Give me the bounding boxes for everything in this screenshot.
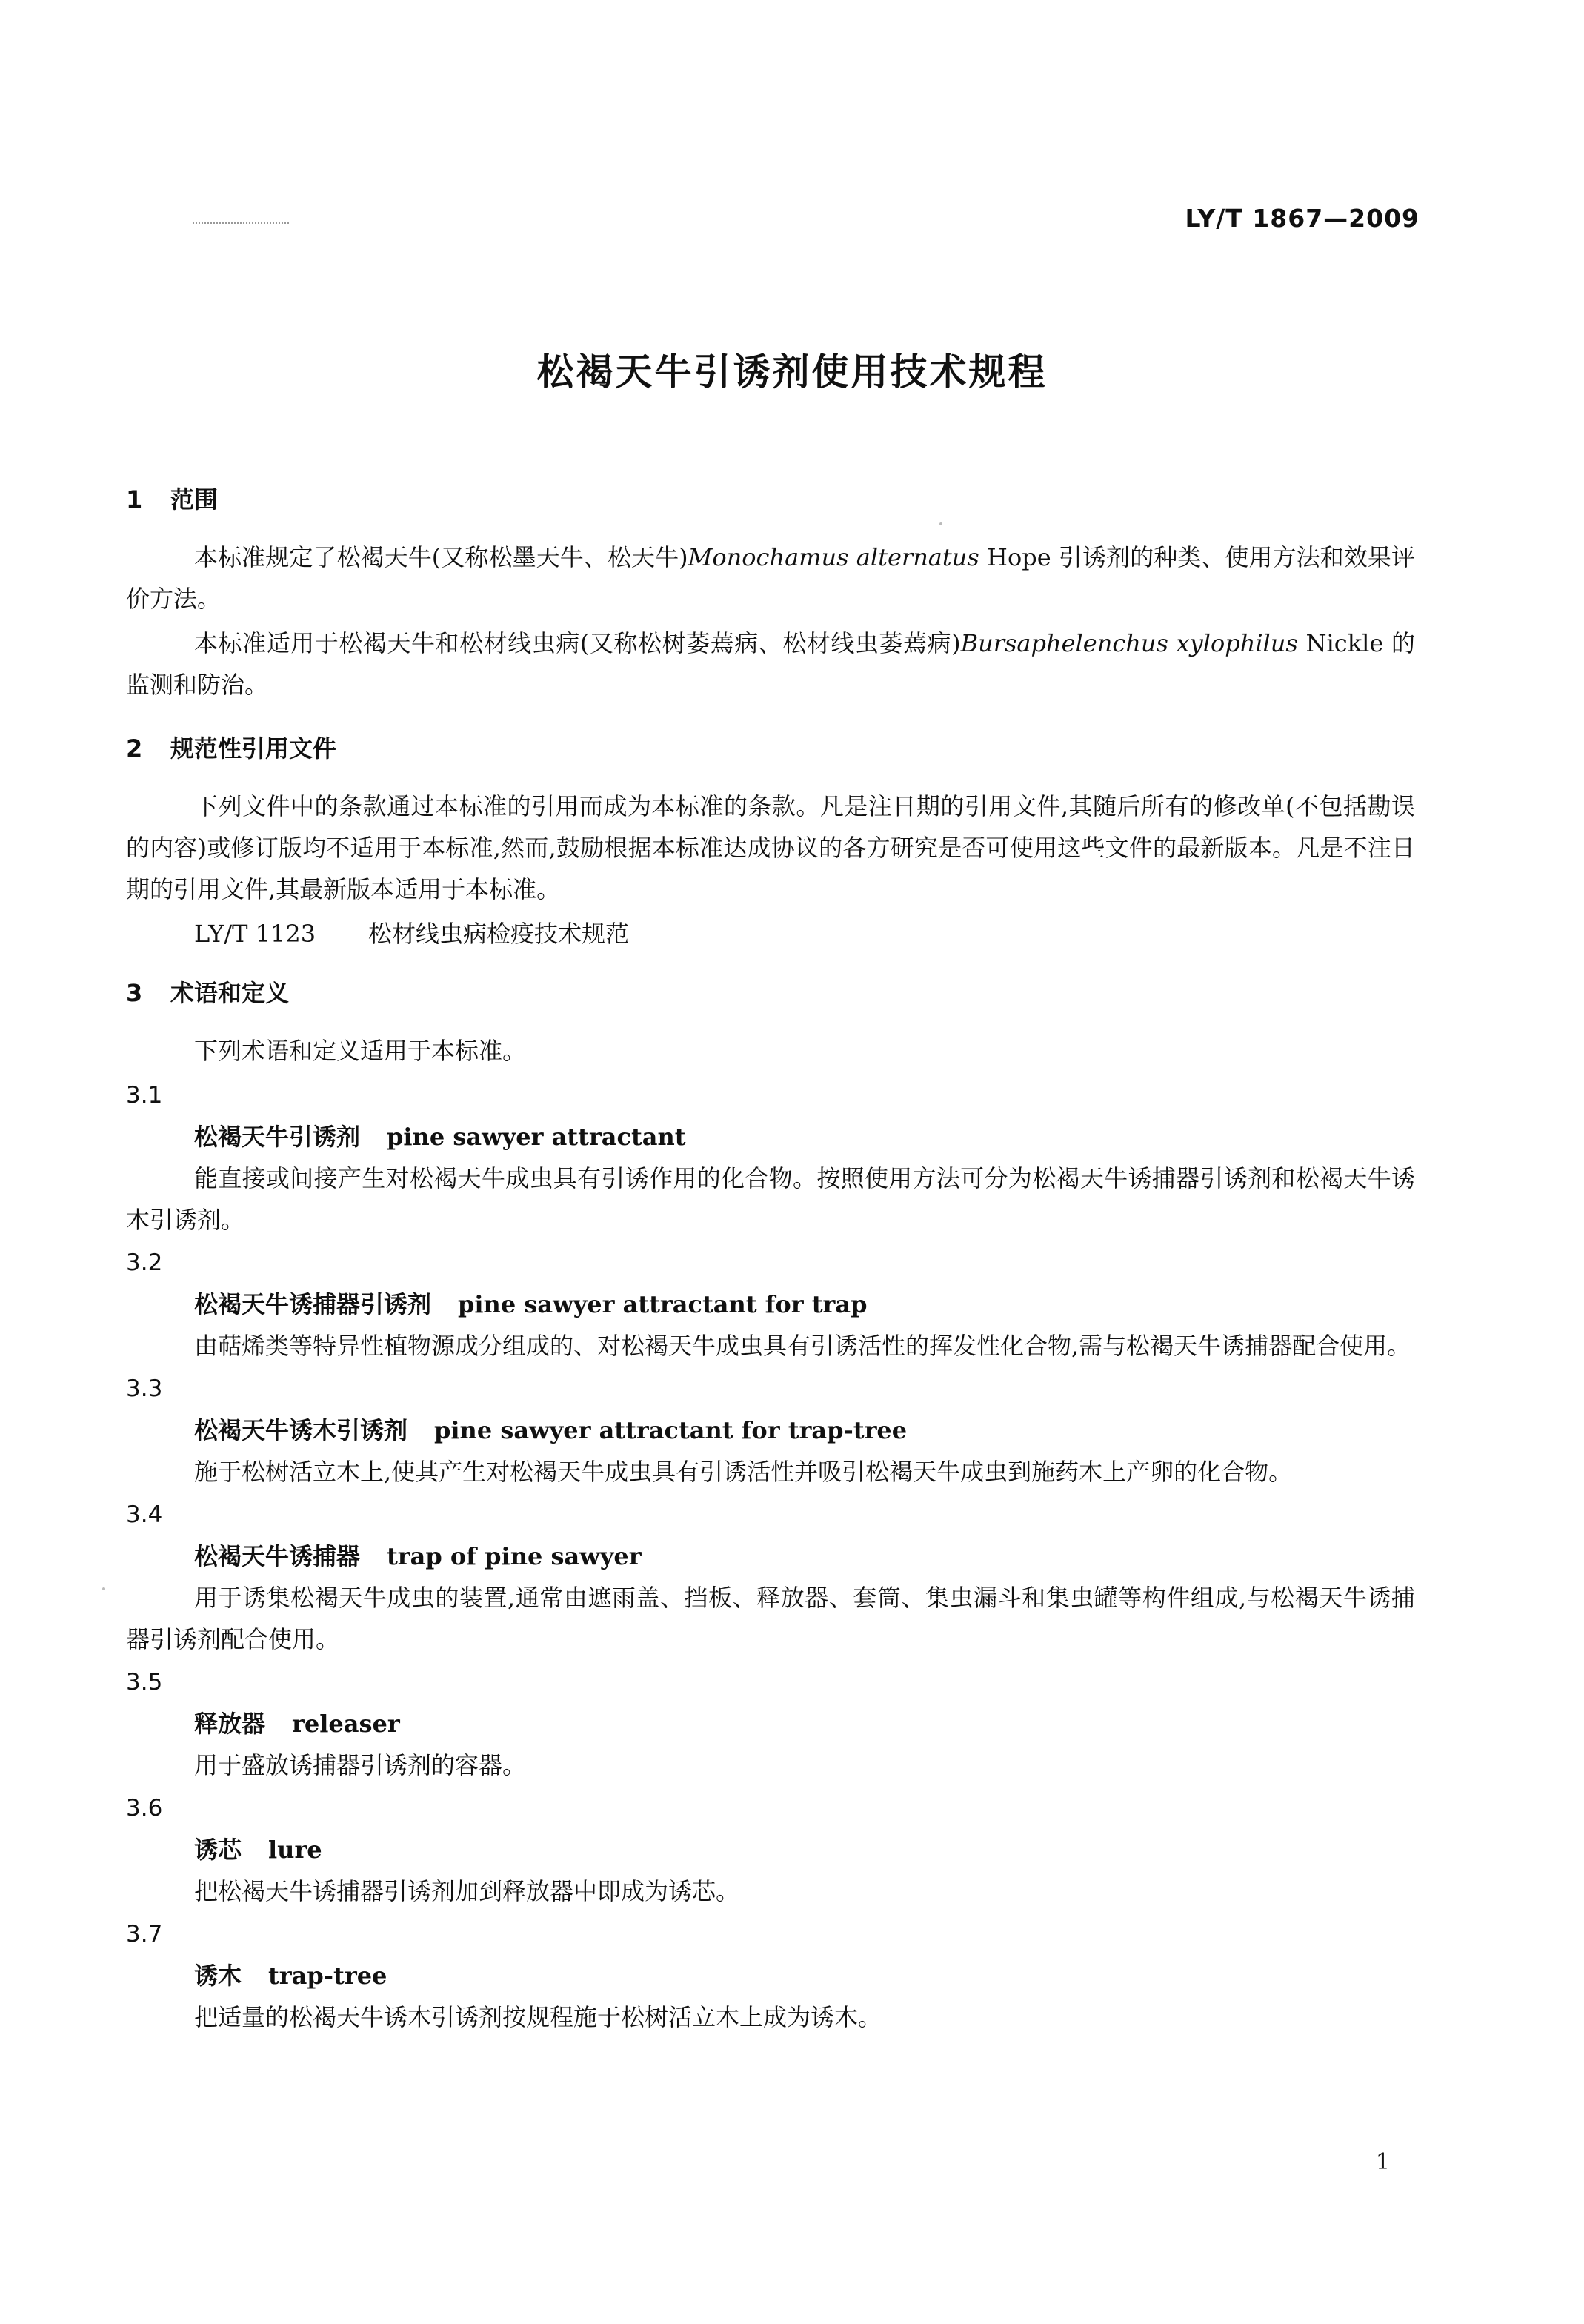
section-number: 2	[126, 734, 143, 763]
clause-number: 3.5	[126, 1669, 163, 1696]
section-number: 1	[126, 485, 143, 514]
paragraph-text: Hope 引诱剂的种类、使用方法和效果评价方法。	[126, 543, 1415, 613]
term-definition: 施于松树活立木上,使其产生对松褐天牛成虫具有引诱活性并吸引松褐天牛成虫到施药木上产卵的化合物。	[194, 1458, 1293, 1486]
standard-code: LY/T 1867—2009	[1185, 204, 1420, 233]
term-chinese: 松褐天牛引诱剂	[194, 1123, 361, 1151]
document-body	[126, 474, 1415, 2039]
term-english: pine sawyer attractant	[387, 1123, 686, 1151]
section-heading	[126, 972, 1415, 1014]
section-heading	[126, 479, 1415, 520]
term-english: trap-tree	[268, 1962, 387, 1990]
term-definition: 把松褐天牛诱捕器引诱剂加到释放器中即成为诱芯。	[194, 1877, 740, 1905]
term-entry	[126, 1410, 1415, 1451]
term-chinese: 释放器	[194, 1710, 266, 1738]
term-english: trap of pine sawyer	[387, 1542, 642, 1570]
clause-number: 3.1	[126, 1082, 163, 1109]
clause-number: 3.4	[126, 1501, 163, 1528]
term-entry	[126, 1829, 1415, 1870]
term-chinese: 松褐天牛诱捕器引诱剂	[194, 1290, 432, 1318]
scan-artifact	[193, 222, 289, 227]
reference-code: LY/T 1123	[194, 920, 316, 948]
section-title: 规范性引用文件	[170, 734, 337, 763]
term-entry	[126, 1284, 1415, 1325]
species-name: Bursaphelenchus xylophilus	[960, 629, 1298, 657]
term-chinese: 松褐天牛诱木引诱剂	[194, 1416, 408, 1444]
term-english: pine sawyer attractant for trap-tree	[434, 1416, 908, 1444]
scan-speck	[102, 1587, 105, 1590]
term-english: pine sawyer attractant for trap	[458, 1290, 868, 1318]
paragraph: 下列术语和定义适用于本标准。	[194, 1037, 527, 1065]
reference-entry	[126, 913, 1415, 954]
section-title: 范围	[170, 485, 219, 514]
term-entry	[126, 1116, 1415, 1158]
paragraph-text: 本标准适用于松褐天牛和松材线虫病(又称松树萎蔫病、松材线虫萎蔫病)	[194, 629, 961, 657]
term-chinese: 松褐天牛诱捕器	[194, 1542, 361, 1570]
paragraph	[126, 537, 1415, 620]
term-definition: 把适量的松褐天牛诱木引诱剂按规程施于松树活立木上成为诱木。	[194, 2003, 882, 2031]
term-definition: 由萜烯类等特异性植物源成分组成的、对松褐天牛成虫具有引诱活性的挥发性化合物,需与松褐天牛诱捕器配合使用。	[194, 1332, 1411, 1360]
clause-number: 3.3	[126, 1375, 163, 1402]
term-entry	[126, 1955, 1415, 1996]
term-english: releaser	[292, 1710, 400, 1738]
section-number: 3	[126, 979, 143, 1007]
paragraph-text: 本标准规定了松褐天牛(又称松墨天牛、松天牛)	[194, 543, 688, 571]
reference-title: 松材线虫病检疫技术规范	[368, 920, 630, 948]
clause-number: 3.7	[126, 1921, 163, 1948]
document-title: 松褐天牛引诱剂使用技术规程	[536, 351, 1048, 394]
term-entry	[126, 1536, 1415, 1577]
term-entry	[126, 1703, 1415, 1744]
paragraph-text: Nickle 的监测和防治。	[126, 629, 1415, 699]
paragraph	[126, 622, 1415, 706]
section-title: 术语和定义	[170, 979, 290, 1007]
term-chinese: 诱木	[194, 1962, 242, 1990]
clause-number: 3.6	[126, 1795, 163, 1822]
term-english: lure	[268, 1836, 322, 1864]
term-definition: 用于诱集松褐天牛成虫的装置,通常由遮雨盖、挡板、释放器、套筒、集虫漏斗和集虫罐等构件组成,与松褐天牛诱捕器引诱剂配合使用。	[126, 1584, 1415, 1653]
term-definition: 用于盛放诱捕器引诱剂的容器。	[194, 1751, 527, 1779]
page-number: 1	[1375, 2149, 1390, 2175]
term-chinese: 诱芯	[194, 1836, 242, 1864]
term-definition: 能直接或间接产生对松褐天牛成虫具有引诱作用的化合物。按照使用方法可分为松褐天牛诱捕器引诱剂和松褐天牛诱木引诱剂。	[126, 1164, 1415, 1234]
paragraph: 下列文件中的条款通过本标准的引用而成为本标准的条款。凡是注日期的引用文件,其随后所有的修改单(不包括勘误的内容)或修订版均不适用于本标准,然而,鼓励根据本标准达成协议的各方研究是否可使用这些文件的最新版本。凡是不注日期的引用文件,其最新版本适用于本标准。	[126, 792, 1415, 903]
clause-number: 3.2	[126, 1249, 163, 1276]
species-name: Monochamus alternatus	[688, 543, 979, 571]
section-heading	[126, 728, 1415, 769]
